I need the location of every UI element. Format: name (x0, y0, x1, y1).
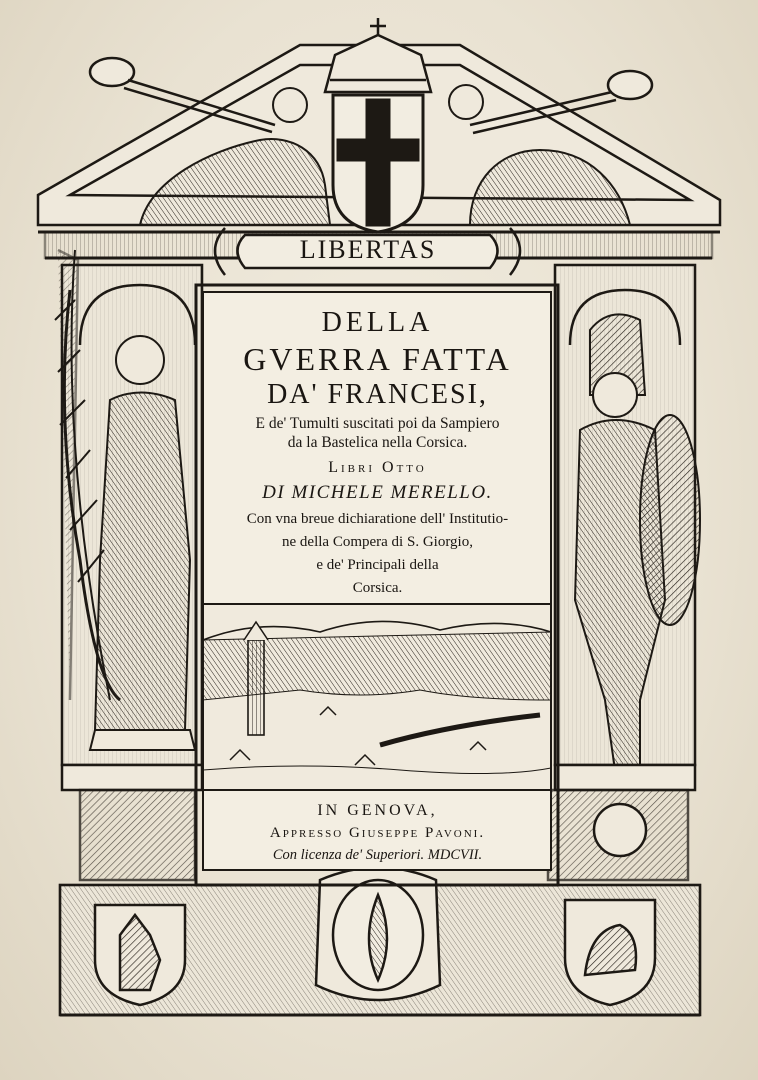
central-cartouche-icon (316, 868, 440, 1001)
title-line-gverra: GVERRA FATTA (243, 341, 512, 377)
title-line-della: DELLA (321, 307, 434, 338)
imprint-license: Con licenza de' Superiori. MDCVII. (272, 847, 483, 863)
title-line-francesi: DA' FRANCESI, (267, 379, 488, 410)
title-block (205, 300, 550, 598)
title-line-tumulti: E de' Tumulti suscitati poi da Sampiero (255, 415, 500, 432)
griffin-shield-icon (565, 900, 655, 1005)
cross-shield-icon (333, 95, 423, 232)
libertas-motto: LIBERTAS (299, 235, 437, 264)
books-count: Libri Otto (328, 459, 427, 476)
lion-shield-icon (95, 905, 185, 1005)
description-line-4: Corsica. (352, 580, 403, 596)
city-view-illustration (203, 604, 551, 790)
crown-icon (325, 18, 431, 92)
imprint-place: IN GENOVA, (317, 802, 438, 819)
description-line-1: Con vna breue dichiaratione dell' Institutio- (246, 511, 509, 527)
author-name: DI MICHELE MERELLO. (262, 482, 493, 503)
description-line-2: ne della Compera di S. Giorgio, (282, 534, 473, 550)
description-line-3: e de' Principali della (316, 557, 439, 573)
imprint-printer: Appresso Giuseppe Pavoni. (269, 825, 486, 841)
imprint-block (205, 794, 550, 866)
title-line-bastelica: da la Bastelica nella Corsica. (287, 434, 468, 451)
